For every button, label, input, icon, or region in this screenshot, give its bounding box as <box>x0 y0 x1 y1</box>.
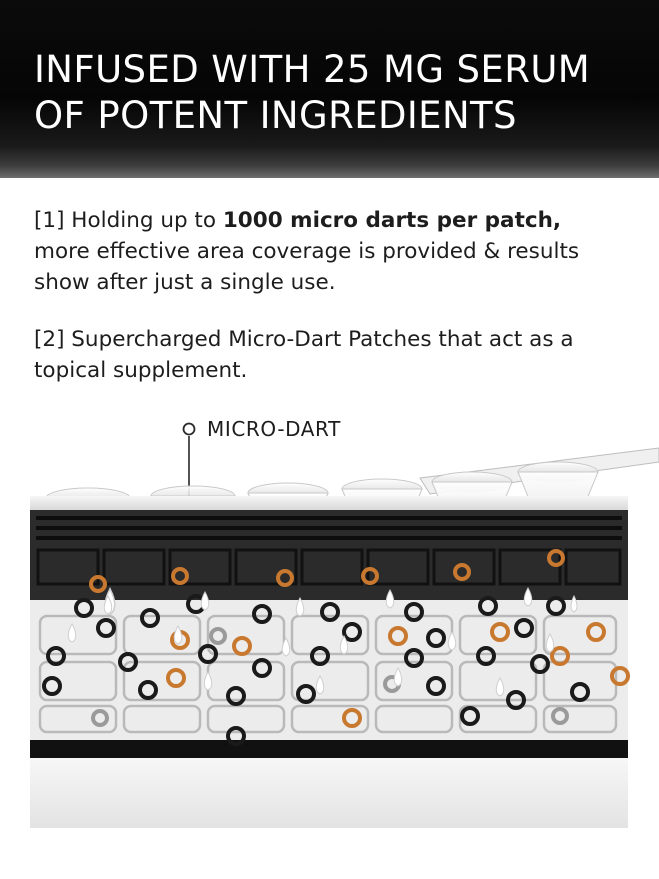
page-title: INFUSED WITH 25 MG SERUM OF POTENT INGREDIENTS <box>34 48 591 137</box>
paragraph-1 <box>34 205 614 298</box>
paragraph-2-text: [2] Supercharged Micro-Dart Patches that act as a topical supplement. <box>34 327 574 383</box>
paragraph-1-emphasis: 1000 micro darts per patch, <box>222 208 562 233</box>
subcutaneous-layer <box>30 758 628 828</box>
header-band <box>0 0 659 178</box>
skin-surface <box>30 496 628 510</box>
callout-label: MICRO-DART <box>207 417 341 441</box>
paragraph-2 <box>34 324 614 386</box>
paragraph-1-before: [1] Holding up to <box>34 208 223 233</box>
base-layer <box>30 740 628 758</box>
paragraph-1-after: more effective area coverage is provided & results show after just a single use. <box>34 239 580 295</box>
body-copy <box>34 205 614 412</box>
skin-cross-section-diagram <box>0 400 659 879</box>
epidermis-layer <box>30 510 628 600</box>
